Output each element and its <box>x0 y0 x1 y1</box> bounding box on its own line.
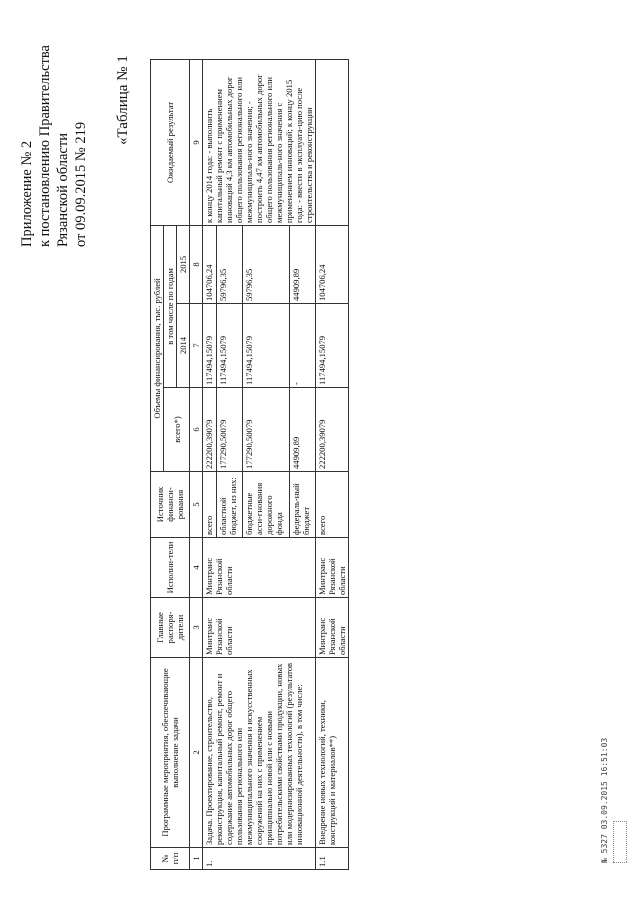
col-header-2014: 2014 <box>177 304 190 388</box>
row-2015: 104706,24 <box>203 225 217 303</box>
col-number: 3 <box>190 598 203 658</box>
row-2015: 59796,35 <box>217 225 242 303</box>
row-2015: 104706,24 <box>316 225 349 303</box>
row-manager: Минтранс Рязанской области <box>316 598 349 658</box>
col-header-2015: 2015 <box>177 225 190 303</box>
col-header-total: всего*) <box>164 388 190 472</box>
col-header-by-years: в том числе по годам <box>164 225 177 387</box>
row-2014: 117494,15079 <box>242 304 290 388</box>
col-number: 7 <box>190 304 203 388</box>
row-2014: - <box>290 304 316 388</box>
appendix-line-1: Приложение № 2 <box>19 140 35 247</box>
financing-table <box>150 59 349 870</box>
row-source: всего <box>316 472 349 538</box>
row-total: 222200,39079 <box>203 388 217 472</box>
col-number: 2 <box>190 658 203 848</box>
row-total: 222200,39079 <box>316 388 349 472</box>
row-2015: 59796,35 <box>242 225 290 303</box>
row-source: всего <box>203 472 217 538</box>
row-measure: Задача. Проектирование, строительство, реконструкция, капитальный ремонт, ремонт и содержание автомобильных дорог общего пользования регионального или межмуниципального значения и искусственных сооружений на них с применением принципиально новой или с новыми потребительскими свойствами продукции, новых или модернизированных технологий (результатов инновационной деятельности), в том числе: <box>203 658 316 848</box>
row-measure: Внедрение новых технологий, техники, конструкций и материалов**) <box>316 658 349 848</box>
stamp-mark-icon <box>613 821 627 863</box>
col-header-result: Ожидаемый результат <box>151 59 190 225</box>
row-executor: Минтранс Рязанской области <box>316 538 349 598</box>
table-number: «Таблица № 1 <box>115 55 131 145</box>
row-number: 1.1 <box>316 848 349 870</box>
col-header-financing: Объемы финансирования, тыс. рублей <box>151 225 164 471</box>
col-number: 6 <box>190 388 203 472</box>
col-header-num: № п/п <box>151 848 190 870</box>
registration-stamp: № 5327 03.09.2015 16:51:03 <box>600 737 609 863</box>
col-header-executors: Исполни-тели <box>151 538 190 598</box>
row-2014: 117494,15079 <box>203 304 217 388</box>
financing-table-wrap <box>150 60 620 870</box>
row-source: бюджетные асси-гнования дорожного фонда <box>242 472 290 538</box>
column-number-row <box>190 59 203 869</box>
row-result: к концу 2014 года: - выполнить капитальный ремонт с применением инноваций 4,3 км автомобильных дорог общего пользования регионального или межмуниципаль-ного значения; - построить 4,47 км автомобильных дорог общего пользования регионального или межмуниципаль-ного значения с применением инноваций; к концу 2015 года: - ввести в эксплуата-цию после строительства и реконструкции <box>203 59 316 225</box>
col-header-source: Источник финанси-рования <box>151 472 190 538</box>
appendix-header <box>18 17 90 247</box>
row-2014: 117494,15079 <box>316 304 349 388</box>
col-number: 9 <box>190 59 203 225</box>
col-number: 1 <box>190 848 203 870</box>
row-2014: 117494,15079 <box>217 304 242 388</box>
col-header-managers: Главные распоря-дители <box>151 598 190 658</box>
appendix-line-3: Рязанской области <box>55 133 71 247</box>
row-source: федераль-ный бюджет <box>290 472 316 538</box>
col-number: 5 <box>190 472 203 538</box>
appendix-line-4: от 09.09.2015 № 219 <box>73 121 89 247</box>
row-2015: 44909,89 <box>290 225 316 303</box>
row-executor: Минтранс Рязанской области <box>203 538 316 598</box>
col-number: 4 <box>190 538 203 598</box>
col-header-measures: Программные мероприятия, обеспечивающие выполнение задачи <box>151 658 190 848</box>
table-row <box>203 59 217 869</box>
row-number: 1. <box>203 848 316 870</box>
row-total: 177290,50079 <box>217 388 242 472</box>
row-total: 44909,89 <box>290 388 316 472</box>
table-row <box>316 59 349 869</box>
col-number: 8 <box>190 225 203 303</box>
row-total: 177290,50079 <box>242 388 290 472</box>
appendix-line-2: к постановлению Правительства <box>37 45 53 247</box>
row-source: областной бюджет, из них: <box>217 472 242 538</box>
row-result <box>316 59 349 225</box>
row-manager: Минтранс Рязанской области <box>203 598 316 658</box>
